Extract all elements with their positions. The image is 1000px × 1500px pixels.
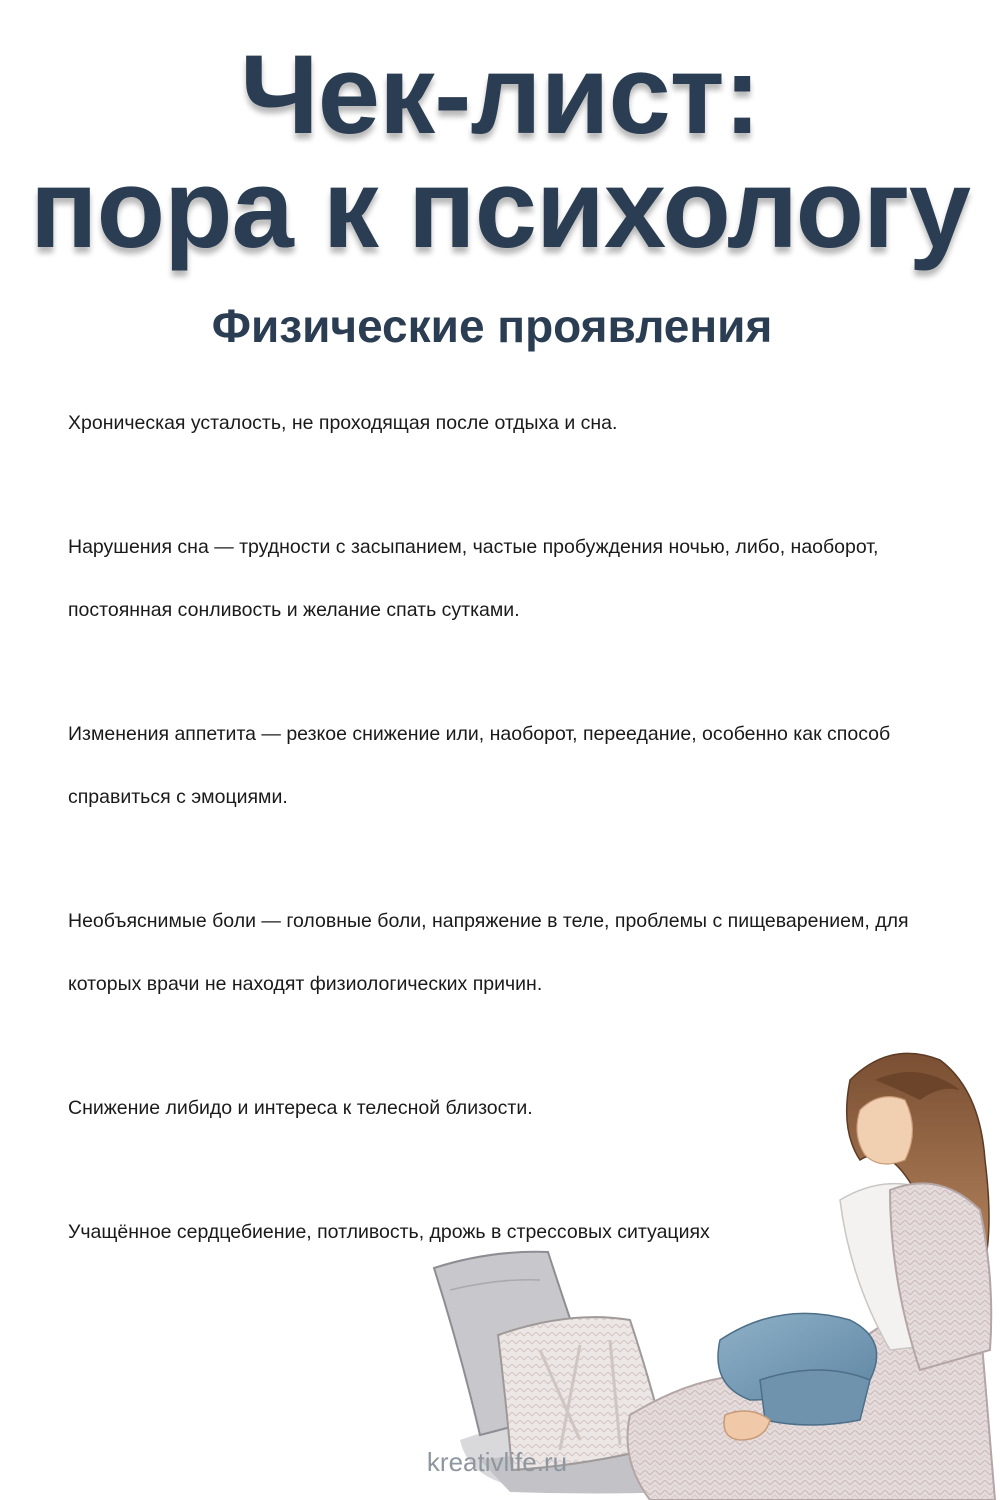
woman-with-blanket-illustration bbox=[420, 1020, 1000, 1500]
checklist-item-appetite: Изменения аппетита — резкое снижение или, наоборот, переедание, особенно как способ справиться с эмоциями. bbox=[68, 723, 891, 808]
checklist-item-sleep: Нарушения сна — трудности с засыпанием, частые пробуждения ночью, либо, наоборот, постоянная сонливость и желание спать сутками. bbox=[68, 536, 879, 621]
section-subtitle: Физические проявления bbox=[211, 300, 773, 352]
checklist-item-heartbeat: Учащённое сердцебиение, потливость, дрожь в стрессовых ситуациях bbox=[68, 1221, 710, 1243]
page-title bbox=[0, 32, 1000, 271]
title-line-2: пора к психологу bbox=[30, 146, 970, 271]
title-line-1: Чек-лист: bbox=[240, 32, 760, 157]
checklist-item-fatigue: Хроническая усталость, не проходящая после отдыха и сна. bbox=[68, 412, 618, 434]
site-watermark: kreativlife.ru bbox=[426, 1447, 568, 1477]
checklist-item-pain: Необъяснимые боли — головные боли, напряжение в теле, проблемы с пищеварением, для которых врачи не находят физиологических причин. bbox=[68, 910, 909, 995]
checklist-item-libido: Снижение либидо и интереса к телесной близости. bbox=[68, 1097, 533, 1119]
